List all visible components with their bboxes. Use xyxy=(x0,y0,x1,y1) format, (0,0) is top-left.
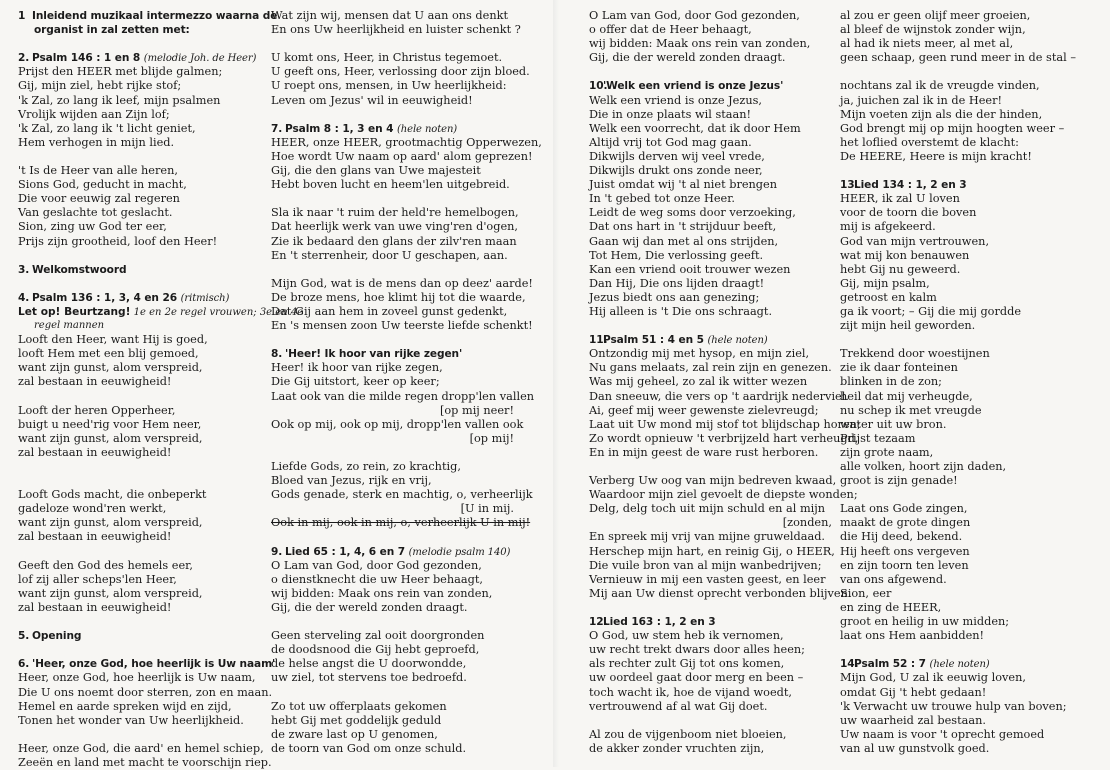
verse-line: Zie ik bedaard den glans der zilv'ren maan xyxy=(271,234,517,248)
verse-line: Dat ons hart in 't strijduur beeft, xyxy=(589,220,777,234)
section-title: Inleidend muzikaal intermezzo waarna de xyxy=(32,10,278,22)
verse-line: HEER, ik zal U loven xyxy=(840,192,960,206)
verse-line: Laat uit Uw mond mij stof tot blijdschap horen; xyxy=(589,417,861,431)
verse-line: zal bestaan in eeuwigheid! xyxy=(18,600,172,614)
verse-line: zijn grote naam, xyxy=(840,445,934,459)
verse-line: van ons afgewend. xyxy=(840,572,947,586)
verse-line: Gaan wij dan met al ons strijden, xyxy=(589,234,779,248)
verse-line: Liefde Gods, zo rein, zo krachtig, xyxy=(271,460,461,473)
verse-line: Juist omdat wij 't al niet brengen xyxy=(589,178,777,192)
verse-line: Al zou de vijgenboom niet bloeien, xyxy=(589,727,787,741)
verse-line: laat ons Hem aanbidden! xyxy=(840,629,985,643)
verse-line: 'k Verwacht uw trouwe hulp van boven; xyxy=(840,699,1067,713)
section-title: Psalm 146 : 1 en 8 xyxy=(32,52,141,65)
blank-line xyxy=(18,474,250,488)
verse-line: God brengt mij op mijn hoogten weer – xyxy=(840,121,1065,135)
blank-line xyxy=(271,333,514,347)
verse-line: alle volken, hoort zijn daden, xyxy=(840,460,1007,473)
verse-line: Gods genade, sterk en machtig, o, verheerlijk xyxy=(271,488,533,502)
verse-line: zal bestaan in eeuwigheid! xyxy=(18,445,172,459)
melody-note: (ritmisch) xyxy=(180,292,230,304)
verse-line: Uw naam is voor 't oprecht gemoed xyxy=(840,727,1045,741)
blank-line xyxy=(271,615,514,629)
verse-line: Herschep mijn hart, en reinig Gij, o HEER, xyxy=(589,544,835,558)
section-heading xyxy=(18,291,250,305)
section-number: 9. xyxy=(271,545,283,558)
verse-line: van al uw gunstvolk goed. xyxy=(840,741,990,755)
column-2 xyxy=(271,9,542,756)
verse-line: want zijn gunst, alom verspreid, xyxy=(18,516,203,530)
verse-line: Mij aan Uw dienst oprecht verbonden blijven. xyxy=(589,586,852,600)
verse-line: water uit uw bron. xyxy=(840,417,947,431)
verse-line: Dat heerlijk werk van uwe ving'ren d'ogen, xyxy=(271,220,519,234)
verse-line: die Hij deed, bekend. xyxy=(840,530,963,544)
section-title: Opening xyxy=(32,630,82,643)
blank-line xyxy=(840,643,1090,657)
verse-line: de helse angst die U doorwondde, xyxy=(271,657,467,671)
verse-line: Dikwijls derven wij veel vrede, xyxy=(589,149,765,163)
section-title: Welkomstwoord xyxy=(32,263,127,276)
verse-line: ja, juichen zal ik in de Heer! xyxy=(840,93,1003,107)
blank-line xyxy=(18,37,250,51)
section-title: Lied 134 : 1, 2 en 3 xyxy=(854,179,967,192)
verse-line: Geeft den God des hemels eer, xyxy=(18,558,193,572)
verse-line: HEER, onze HEER, grootmachtig Opperwezen, xyxy=(271,135,542,149)
blank-line xyxy=(589,65,832,79)
blank-line xyxy=(589,714,832,728)
blank-line xyxy=(271,108,514,122)
verse-line: Prijst tezaam xyxy=(840,431,916,445)
verse-line-continuation: [op mij neer! xyxy=(439,403,514,417)
verse-line: De HEERE, Heere is mijn kracht! xyxy=(840,149,1032,163)
singing-instruction xyxy=(18,305,304,319)
verse-line: de akker zonder vruchten zijn, xyxy=(589,741,765,755)
blank-line xyxy=(18,545,250,559)
verse-line: Mijn God, wat is de mens dan op deez' aarde! xyxy=(271,276,533,290)
section-number: 14. xyxy=(840,658,859,671)
verse-line: Dikwijls drukt ons zonde neer, xyxy=(589,164,763,178)
verse-line: Delg, delg toch uit mijn schuld en al mijn xyxy=(589,502,826,516)
verse-line: Gij, mijn psalm, xyxy=(840,276,930,290)
blank-line xyxy=(589,319,832,333)
verse-line: En 's mensen zoon Uw teerste liefde schenkt! xyxy=(271,319,533,333)
verse-line: Tonen het wonder van Uw heerlijkheid. xyxy=(18,713,244,727)
section-heading xyxy=(589,333,832,347)
verse-line: Mijn voeten zijn als die der hinden, xyxy=(840,107,1043,121)
verse-line: Gij, mijn ziel, hebt rijke stof; xyxy=(18,79,182,93)
blank-line xyxy=(18,728,250,742)
blank-line xyxy=(589,460,832,474)
verse-line: want zijn gunst, alom verspreid, xyxy=(18,586,203,600)
verse-line: Hebt boven lucht en heem'len uitgebreid. xyxy=(271,178,510,192)
blank-line xyxy=(18,277,250,291)
blank-line xyxy=(271,192,514,206)
verse-line: Heer! ik hoor van rijke zegen, xyxy=(271,361,443,375)
section-title: Psalm 136 : 1, 3, 4 en 26 xyxy=(32,291,178,304)
melody-note: (hele noten) xyxy=(707,335,768,347)
blank-line xyxy=(18,390,250,404)
section-heading xyxy=(18,263,250,277)
verse-line: o dienstknecht die uw Heer behaagt, xyxy=(271,572,483,586)
verse-line: Heer, onze God, die aard' en hemel schiep, xyxy=(18,741,264,755)
blank-line xyxy=(271,263,514,277)
verse-line: groot en heilig in uw midden; xyxy=(840,615,1010,629)
verse-line: 't Is de Heer van alle heren, xyxy=(18,164,178,178)
verse-line: uw oordeel gaat door merg en been – xyxy=(589,671,804,685)
verse-line: U roept ons, mensen, in Uw heerlijkheid: xyxy=(271,79,507,93)
verse-line: Heer, onze God, hoe heerlijk is Uw naam, xyxy=(18,671,256,685)
verse-line: 'k Zal, zo lang ik leef, mijn psalmen xyxy=(18,93,221,107)
verse-line: Van geslachte tot geslacht. xyxy=(18,206,173,220)
section-title: Lied 163 : 1, 2 en 3 xyxy=(603,616,716,629)
verse-line: nu schep ik met vreugde xyxy=(840,403,982,417)
section-heading xyxy=(271,122,514,136)
verse-line: zal bestaan in eeuwigheid! xyxy=(18,375,172,389)
verse-line: Dan sneeuw, die vers op 't aardrijk nederviel. xyxy=(589,389,849,403)
blank-line xyxy=(271,686,514,700)
melody-note: (melodie Joh. de Heer) xyxy=(143,53,257,65)
section-title: Psalm 8 : 1, 3 en 4 xyxy=(285,122,394,135)
section-heading xyxy=(18,23,250,37)
verse-line: Ook op mij, ook op mij, dropp'len vallen ook xyxy=(271,417,524,431)
verse-line: Prijs zijn grootheid, loof den Heer! xyxy=(18,234,218,248)
section-heading xyxy=(18,51,257,65)
verse-line: Zeeën en land met macht te voorschijn riep. xyxy=(18,755,272,769)
verse-line: Nu gans melaats, zal rein zijn en genezen. xyxy=(589,361,832,375)
page-fold xyxy=(553,0,559,767)
verse-line: de zware last op U genomen, xyxy=(271,727,438,741)
verse-line: buigt u need'rig voor Hem neer, xyxy=(18,417,202,431)
section-number: 13. xyxy=(840,179,859,192)
verse-line: Hij alleen is 't Die ons schraagt. xyxy=(589,304,773,318)
blank-line xyxy=(840,164,1090,178)
verse-line: Laat ons Gode zingen, xyxy=(840,502,968,516)
section-heading xyxy=(271,347,514,361)
column-4 xyxy=(840,9,1090,756)
column-1 xyxy=(18,9,304,770)
section-heading xyxy=(271,545,514,559)
verse-line: Die in onze plaats wil staan! xyxy=(589,107,752,121)
section-title: 'Welk een vriend is onze Jezus' xyxy=(603,80,784,93)
melody-note: (hele noten) xyxy=(929,659,990,671)
blank-line xyxy=(18,460,250,474)
verse-line: Altijd vrij tot God mag gaan. xyxy=(589,135,752,149)
section-title: Psalm 51 : 4 en 5 xyxy=(603,334,704,347)
melody-note: (melodie psalm 140) xyxy=(408,546,511,558)
verse-line: Jezus biedt ons aan genezing; xyxy=(589,290,760,304)
verse-line: heil dat mij verheugde, xyxy=(840,389,973,403)
verse-line: en zijn toorn ten leven xyxy=(840,558,969,572)
verse-line: Zo wordt opnieuw 't verbrijzeld hart verheugd, xyxy=(589,431,859,445)
verse-line: Hemel en aarde spreken wijd en zijd, xyxy=(18,699,232,713)
blank-line xyxy=(840,65,1090,79)
verse-line: nochtans zal ik de vreugde vinden, xyxy=(840,79,1040,93)
verse-line: maakt de grote dingen xyxy=(840,516,971,530)
verse-line: Ontzondig mij met hysop, en mijn ziel, xyxy=(589,347,810,361)
verse-line: Hoe wordt Uw naam op aard' alom geprezen! xyxy=(271,149,533,163)
verse-line: Leidt de weg soms door verzoeking, xyxy=(589,206,796,220)
verse-line: de toorn van God om onze schuld. xyxy=(271,741,467,755)
verse-line: uw recht trekt dwars door alles heen; xyxy=(589,643,805,657)
verse-line: wij bidden: Maak ons rein van zonden, xyxy=(271,586,493,600)
verse-line: Gij, die der wereld zonden draagt. xyxy=(589,51,786,65)
blank-line xyxy=(18,150,250,164)
verse-line: blinken in de zon; xyxy=(840,375,942,389)
verse-line: Welk een vriend is onze Jezus, xyxy=(589,93,762,107)
section-number: 2. xyxy=(18,52,30,65)
verse-line: In 't gebed tot onze Heer. xyxy=(589,192,735,206)
verse-line: 'k Zal, zo lang ik 't licht geniet, xyxy=(18,121,196,135)
section-heading xyxy=(18,9,278,23)
instruction-text: regel mannen xyxy=(34,320,105,332)
verse-line-continuation: [zonden, xyxy=(782,516,832,530)
section-number: 4. xyxy=(18,291,30,304)
blank-line xyxy=(840,333,1090,347)
section-number: 3. xyxy=(18,263,30,276)
verse-line: Kan een vriend ooit trouwer wezen xyxy=(589,262,791,276)
verse-line: En in mijn geest de ware rust herboren. xyxy=(589,445,819,459)
instruction-text: 1e en 2e regel vrouwen; 3e en 4e xyxy=(130,306,304,318)
instruction-emphasis: Let op! Beurtzang! xyxy=(18,305,131,318)
verse-line: omdat Gij 't hebt gedaan! xyxy=(840,685,987,699)
section-number: 11. xyxy=(589,334,608,347)
section-number: 7. xyxy=(271,122,283,135)
verse-line: Looft Gods macht, die onbeperkt xyxy=(18,488,207,502)
verse-line: zie ik daar fonteinen xyxy=(840,361,958,375)
verse-line: Zo tot uw offerplaats gekomen xyxy=(271,699,447,713)
verse-line: Looft den Heer, want Hij is goed, xyxy=(18,333,208,347)
verse-line: Gij, die der wereld zonden draagt. xyxy=(271,600,468,614)
verse-line: Wat zijn wij, mensen dat U aan ons denkt xyxy=(271,9,509,22)
verse-line: voor de toorn die boven xyxy=(840,206,977,220)
section-number: 10. xyxy=(589,80,608,93)
verse-line: toch wacht ik, hoe de vijand woedt, xyxy=(589,685,793,699)
section-heading xyxy=(18,657,276,671)
verse-line: Die vuile bron van al mijn wanbedrijven; xyxy=(589,558,822,572)
verse-line: Die Gij uitstort, keer op keer; xyxy=(271,375,440,389)
verse-line: Tot Hem, Die verlossing geeft. xyxy=(589,248,764,262)
section-heading xyxy=(589,79,832,93)
verse-line: hebt Gij met goddelijk geduld xyxy=(271,713,442,727)
verse-line: O Lam van God, door God gezonden, xyxy=(589,9,800,22)
section-title: 'Heer! Ik hoor van rijke zegen' xyxy=(285,348,463,361)
verse-line: zijt mijn heil geworden. xyxy=(840,319,976,333)
verse-line: En 't sterrenheir, door U geschapen, aan. xyxy=(271,248,508,262)
section-heading xyxy=(840,657,1090,671)
section-number: 12. xyxy=(589,616,608,629)
verse-line: Sions God, geducht in macht, xyxy=(18,178,187,192)
verse-line: Die U ons noemt door sterren, zon en maan. xyxy=(18,685,273,699)
verse-line: wat mij kon benauwen xyxy=(840,248,970,262)
verse-line: Gij, die den glans van Uwe majesteit xyxy=(271,164,481,178)
section-number: 8. xyxy=(271,348,283,361)
verse-line: O God, uw stem heb ik vernomen, xyxy=(589,629,784,643)
section-heading xyxy=(18,629,250,643)
verse-line: geen schaap, geen rund meer in de stal – xyxy=(840,51,1076,65)
verse-line: Dat Gij aan hem in zoveel gunst gedenkt, xyxy=(271,304,508,318)
verse-line: Verberg Uw oog van mijn bedreven kwaad, xyxy=(589,474,837,488)
verse-line: het loflied overstemt de klacht: xyxy=(840,135,1019,149)
verse-line: Geen sterveling zal ooit doorgronden xyxy=(271,629,485,643)
verse-line: Prijst den HEER met blijde galmen; xyxy=(18,65,223,79)
blank-line xyxy=(18,643,250,657)
verse-line: Ook in mij, ook in mij, o, verheerlijk U in mij! xyxy=(271,516,531,530)
verse-line: gadeloze wond'ren werkt, xyxy=(18,502,167,516)
blank-line xyxy=(271,446,514,460)
section-title: Lied 65 : 1, 4, 6 en 7 xyxy=(285,545,406,558)
verse-line: al had ik niets meer, al met al, xyxy=(840,37,1014,51)
verse-line: o offer dat de Heer behaagt, xyxy=(589,23,752,37)
verse-line: Ai, geef mij weer gewenste zielevreugd; xyxy=(589,403,819,417)
verse-line: De broze mens, hoe klimt hij tot die waarde, xyxy=(271,290,526,304)
blank-line xyxy=(271,37,514,51)
verse-line: Laat ook van die milde regen dropp'len vallen xyxy=(271,389,535,403)
verse-line: uw ziel, tot stervens toe bedroefd. xyxy=(271,671,467,685)
verse-line: Hem verhogen in mijn lied. xyxy=(18,135,175,149)
verse-line: Dan Hij, Die ons lijden draagt! xyxy=(589,276,765,290)
verse-line: Hij heeft ons vergeven xyxy=(840,544,970,558)
verse-line: U geeft ons, Heer, verlossing door zijn bloed. xyxy=(271,65,530,79)
section-title: 'Heer, onze God, hoe heerlijk is Uw naam' xyxy=(32,658,276,671)
verse-line: O Lam van God, door God gezonden, xyxy=(271,558,482,572)
section-title: organist in zal zetten met: xyxy=(34,24,190,37)
verse-line: Was mij geheel, zo zal ik witter wezen xyxy=(589,375,808,389)
section-title: Psalm 52 : 7 xyxy=(854,658,926,671)
blank-line xyxy=(840,488,1090,502)
verse-line: Mijn God, U zal ik eeuwig loven, xyxy=(840,671,1026,685)
verse-line: vertrouwend af al wat Gij doet. xyxy=(589,699,768,713)
verse-line: Looft der heren Opperheer, xyxy=(18,403,176,417)
verse-line: God van mijn vertrouwen, xyxy=(840,234,990,248)
section-number: 5. xyxy=(18,630,30,643)
verse-line: groot is zijn genade! xyxy=(840,474,958,488)
verse-line-continuation: [op mij! xyxy=(469,431,514,445)
verse-line-continuation: [U in mij. xyxy=(460,502,514,516)
verse-line: Sion, eer xyxy=(840,586,892,600)
verse-line: als rechter zult Gij tot ons komen, xyxy=(589,657,785,671)
blank-line xyxy=(271,530,514,544)
verse-line: lof zij aller scheps'len Heer, xyxy=(18,572,177,586)
verse-line: de doodsnood die Gij hebt geproefd, xyxy=(271,643,480,657)
verse-line: mij is afgekeerd. xyxy=(840,220,936,234)
verse-line: getroost en kalm xyxy=(840,290,937,304)
verse-line: al zou er geen olijf meer groeien, xyxy=(840,9,1031,22)
section-number: 1 xyxy=(18,10,26,22)
section-heading xyxy=(589,615,832,629)
verse-line: Waardoor mijn ziel gevoelt de diepste wonden; xyxy=(589,488,858,502)
verse-line: want zijn gunst, alom verspreid, xyxy=(18,431,203,445)
verse-line: wij bidden: Maak ons rein van zonden, xyxy=(589,37,811,51)
melody-note: (hele noten) xyxy=(397,123,458,135)
verse-line: Vernieuw in mij een vasten geest, en leer xyxy=(589,572,826,586)
verse-line: Welk een voorrecht, dat ik door Hem xyxy=(589,121,801,135)
verse-line: en zing de HEER, xyxy=(840,600,942,614)
verse-line: Sla ik naar 't ruim der held're hemelbogen, xyxy=(271,206,519,220)
verse-line: hebt Gij nu geweerd. xyxy=(840,262,961,276)
blank-line xyxy=(589,601,832,615)
verse-line: Sion, zing uw God ter eer, xyxy=(18,220,167,234)
verse-line: al bleef de wijnstok zonder wijn, xyxy=(840,23,1026,37)
blank-line xyxy=(18,249,250,263)
verse-line: Leven om Jezus' wil in eeuwigheid! xyxy=(271,93,473,107)
verse-line: Die voor eeuwig zal regeren xyxy=(18,192,180,206)
verse-line: want zijn gunst, alom verspreid, xyxy=(18,361,203,375)
verse-line: uw waarheid zal bestaan. xyxy=(840,713,986,727)
section-heading xyxy=(840,178,1090,192)
singing-instruction xyxy=(18,319,250,333)
verse-line: Trekkend door woestijnen xyxy=(840,347,990,361)
verse-line: zal bestaan in eeuwigheid! xyxy=(18,530,172,544)
verse-line: Vrolijk wijden aan Zijn lof; xyxy=(18,107,170,121)
verse-line: U komt ons, Heer, in Christus tegemoet. xyxy=(271,51,503,65)
verse-line: En ons Uw heerlijkheid en luister schenkt ? xyxy=(271,23,521,37)
verse-line: ga ik voort; – Gij die mij gordde xyxy=(840,304,1022,318)
verse-line: looft Hem met een blij gemoed, xyxy=(18,347,199,361)
verse-line: Bloed van Jezus, rijk en vrij, xyxy=(271,474,432,488)
section-number: 6. xyxy=(18,658,30,671)
blank-line xyxy=(18,615,250,629)
verse-line: En spreek mij vrij van mijne gruweldaad. xyxy=(589,530,826,544)
